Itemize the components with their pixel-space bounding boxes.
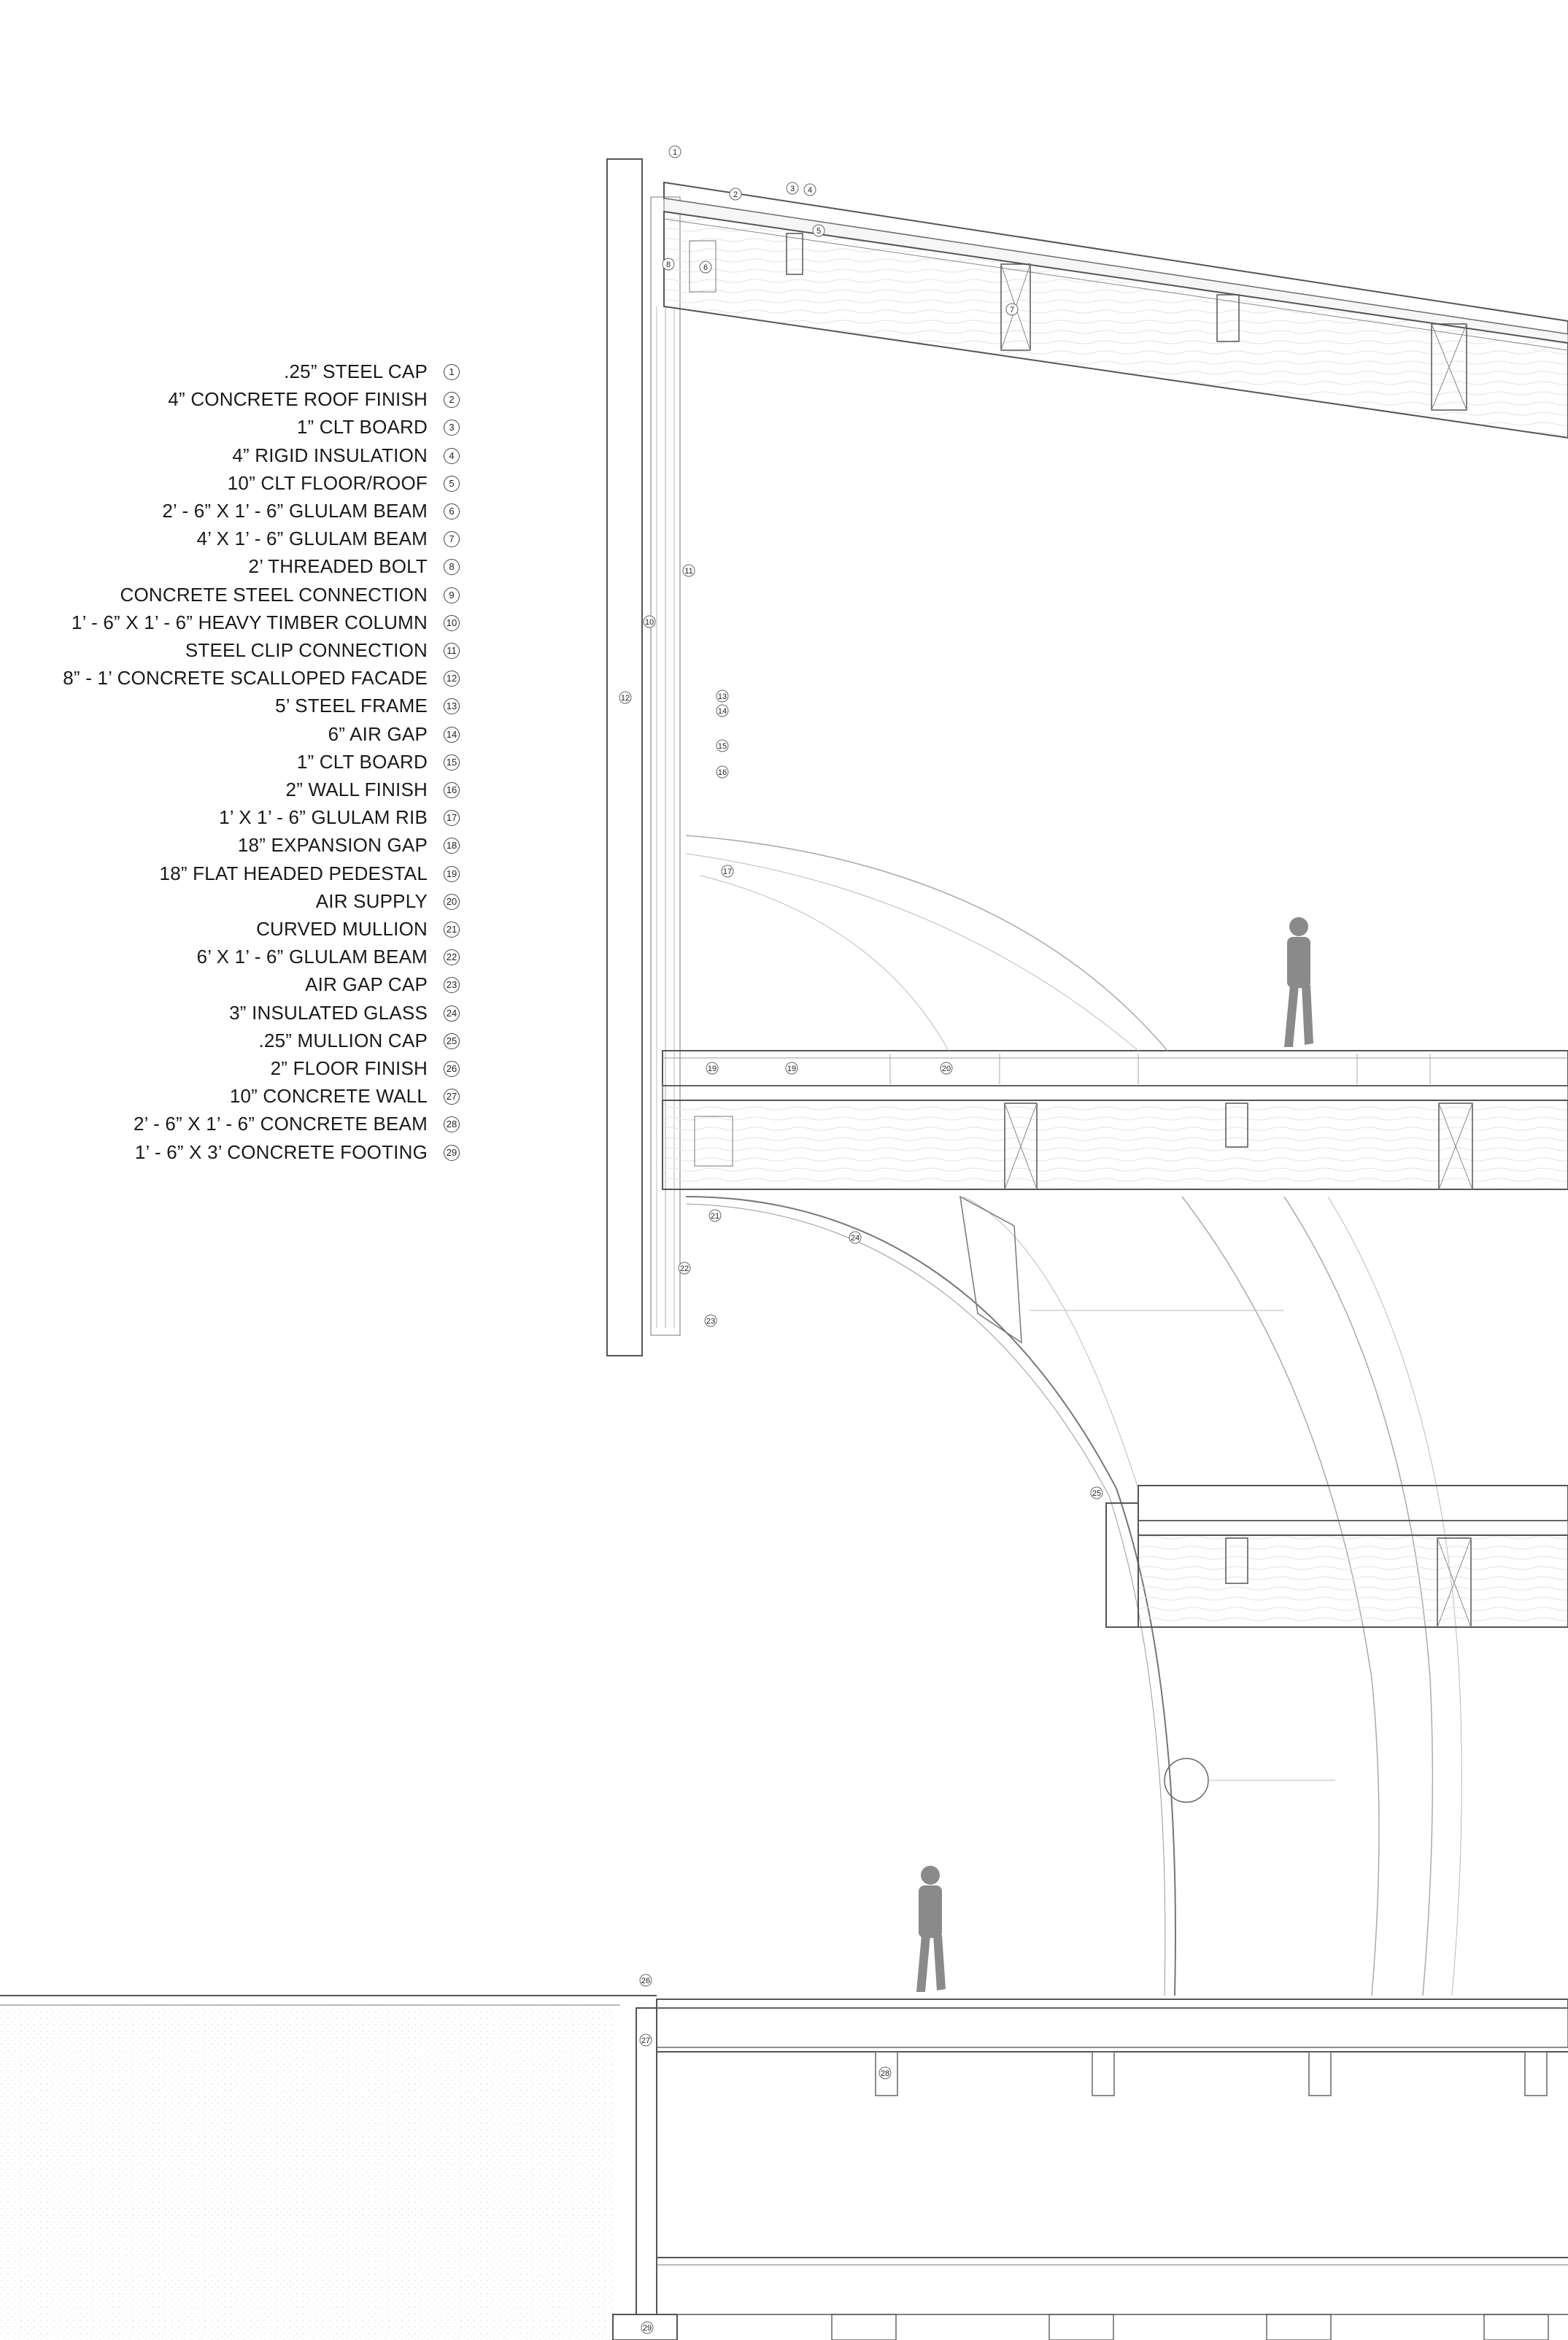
legend-label: 18” EXPANSION GAP bbox=[237, 834, 428, 857]
callout-tag: 19 bbox=[707, 1065, 717, 1073]
legend-number: 9 bbox=[444, 587, 460, 603]
legend-label: 2” FLOOR FINISH bbox=[270, 1057, 428, 1079]
callout-tag: 20 bbox=[941, 1065, 951, 1073]
callout-tag: 29 bbox=[642, 2324, 652, 2333]
callout-tag: 23 bbox=[706, 1317, 716, 1326]
callout-tag: 28 bbox=[880, 2069, 890, 2078]
callout-tag: 10 bbox=[644, 618, 654, 627]
callout-tag: 14 bbox=[717, 707, 727, 716]
legend-label: .25” STEEL CAP bbox=[284, 360, 428, 382]
callout-tag: 19 bbox=[787, 1065, 797, 1073]
legend-number: 14 bbox=[444, 727, 460, 743]
legend-number: 10 bbox=[444, 615, 460, 631]
legend-number: 18 bbox=[444, 838, 460, 854]
legend-number: 1 bbox=[444, 364, 460, 380]
legend-label: 1’ - 6” X 1’ - 6” HEAVY TIMBER COLUMN bbox=[71, 611, 428, 633]
callout-tag: 17 bbox=[722, 868, 733, 876]
legend-number: 12 bbox=[444, 671, 460, 687]
legend-number: 22 bbox=[444, 949, 460, 965]
detail-callout bbox=[1165, 1758, 1208, 1802]
legend-number: 16 bbox=[444, 782, 460, 798]
legend-label: 2’ - 6” X 1’ - 6” CONCRETE BEAM bbox=[133, 1113, 428, 1135]
callout-tag: 24 bbox=[850, 1234, 860, 1243]
legend-number: 3 bbox=[444, 420, 460, 436]
callout-tags bbox=[619, 146, 1102, 2333]
ground-fill bbox=[0, 2007, 613, 2340]
callout-tag: 2 bbox=[733, 190, 738, 199]
callout-tag: 21 bbox=[710, 1212, 720, 1221]
legend-label: 1’ - 6” X 3’ CONCRETE FOOTING bbox=[134, 1140, 428, 1163]
roof-assembly bbox=[664, 182, 1568, 438]
legend-number: 7 bbox=[444, 531, 460, 547]
callout-tag: 6 bbox=[703, 263, 708, 272]
callout-tag: 1 bbox=[672, 148, 678, 157]
legend-label: 2” WALL FINISH bbox=[285, 779, 428, 800]
legend-number: 2 bbox=[444, 392, 460, 408]
callout-tag: 13 bbox=[717, 692, 727, 701]
callout-tag: 12 bbox=[620, 694, 630, 703]
legend-label: .25” MULLION CAP bbox=[258, 1029, 428, 1051]
legend-number: 28 bbox=[444, 1116, 460, 1132]
concrete-wall bbox=[636, 2008, 657, 2314]
legend-label: 1” CLT BOARD bbox=[296, 416, 428, 439]
legend-label: 6” AIR GAP bbox=[328, 722, 428, 745]
legend-number: 26 bbox=[444, 1061, 460, 1077]
legend-number: 27 bbox=[444, 1089, 460, 1105]
legend-label: 4’ X 1’ - 6” GLULAM BEAM bbox=[196, 528, 428, 550]
legend-number: 5 bbox=[444, 476, 460, 492]
legend-number: 25 bbox=[444, 1033, 460, 1049]
callout-tag: 22 bbox=[679, 1264, 690, 1273]
callout-tag: 27 bbox=[641, 2036, 651, 2045]
legend-label: STEEL CLIP CONNECTION bbox=[185, 639, 428, 661]
legend-label: 4” RIGID INSULATION bbox=[232, 444, 428, 466]
legend-number: 8 bbox=[444, 559, 460, 575]
legend-label: 1’ X 1’ - 6” GLULAM RIB bbox=[219, 806, 428, 829]
legend-label: 1” CLT BOARD bbox=[296, 750, 428, 773]
legend-label: 3” INSULATED GLASS bbox=[229, 1001, 428, 1024]
legend-number: 13 bbox=[444, 698, 460, 714]
callout-tag: 3 bbox=[789, 185, 795, 193]
ground-floor bbox=[613, 1999, 1568, 2340]
legend-number: 11 bbox=[444, 643, 460, 659]
person-figure-upper bbox=[1284, 917, 1313, 1047]
intermediate-floor bbox=[1106, 1486, 1568, 1627]
legend-label: CONCRETE STEEL CONNECTION bbox=[120, 583, 428, 606]
legend-label: 10” CLT FLOOR/ROOF bbox=[227, 471, 428, 494]
legend-label: 5’ STEEL FRAME bbox=[275, 695, 428, 717]
callout-tag: 11 bbox=[684, 567, 693, 576]
curved-glazing bbox=[686, 835, 1461, 1996]
legend-label: 10” CONCRETE WALL bbox=[229, 1085, 428, 1108]
callout-tag: 26 bbox=[641, 1977, 651, 1985]
legend-label: 6’ X 1’ - 6” GLULAM BEAM bbox=[196, 946, 428, 968]
legend-label: 8” - 1’ CONCRETE SCALLOPED FACADE bbox=[63, 667, 428, 690]
legend-number: 24 bbox=[444, 1005, 460, 1022]
callout-tag: 16 bbox=[717, 768, 727, 777]
legend-number: 15 bbox=[444, 754, 460, 771]
callout-tag: 15 bbox=[717, 742, 727, 751]
legend-label: AIR GAP CAP bbox=[305, 973, 428, 996]
legend-number: 19 bbox=[444, 866, 460, 882]
legend-label: 18” FLAT HEADED PEDESTAL bbox=[159, 862, 428, 884]
legend-number: 23 bbox=[444, 977, 460, 993]
upper-floor bbox=[663, 1051, 1568, 1189]
legend-number: 17 bbox=[444, 810, 460, 826]
legend-number: 4 bbox=[444, 448, 460, 464]
legend-number: 21 bbox=[444, 922, 460, 938]
legend-number: 6 bbox=[444, 503, 460, 520]
legend-label: 4” CONCRETE ROOF FINISH bbox=[168, 388, 428, 411]
callout-tag: 4 bbox=[807, 186, 813, 195]
callout-tag: 7 bbox=[1009, 306, 1015, 314]
legend-label: 2’ - 6” X 1’ - 6” GLULAM BEAM bbox=[162, 500, 428, 522]
legend-label: CURVED MULLION bbox=[256, 918, 428, 940]
callout-tag: 8 bbox=[665, 260, 671, 269]
legend-number: 20 bbox=[444, 894, 460, 910]
callout-tag: 5 bbox=[816, 227, 822, 236]
concrete-facade bbox=[607, 159, 642, 1356]
legend-label: AIR SUPPLY bbox=[315, 889, 428, 912]
person-figure-lower bbox=[916, 1866, 946, 1992]
legend-number: 29 bbox=[444, 1145, 460, 1161]
callout-tag: 25 bbox=[1092, 1489, 1102, 1498]
legend-label: 2’ THREADED BOLT bbox=[248, 555, 428, 578]
